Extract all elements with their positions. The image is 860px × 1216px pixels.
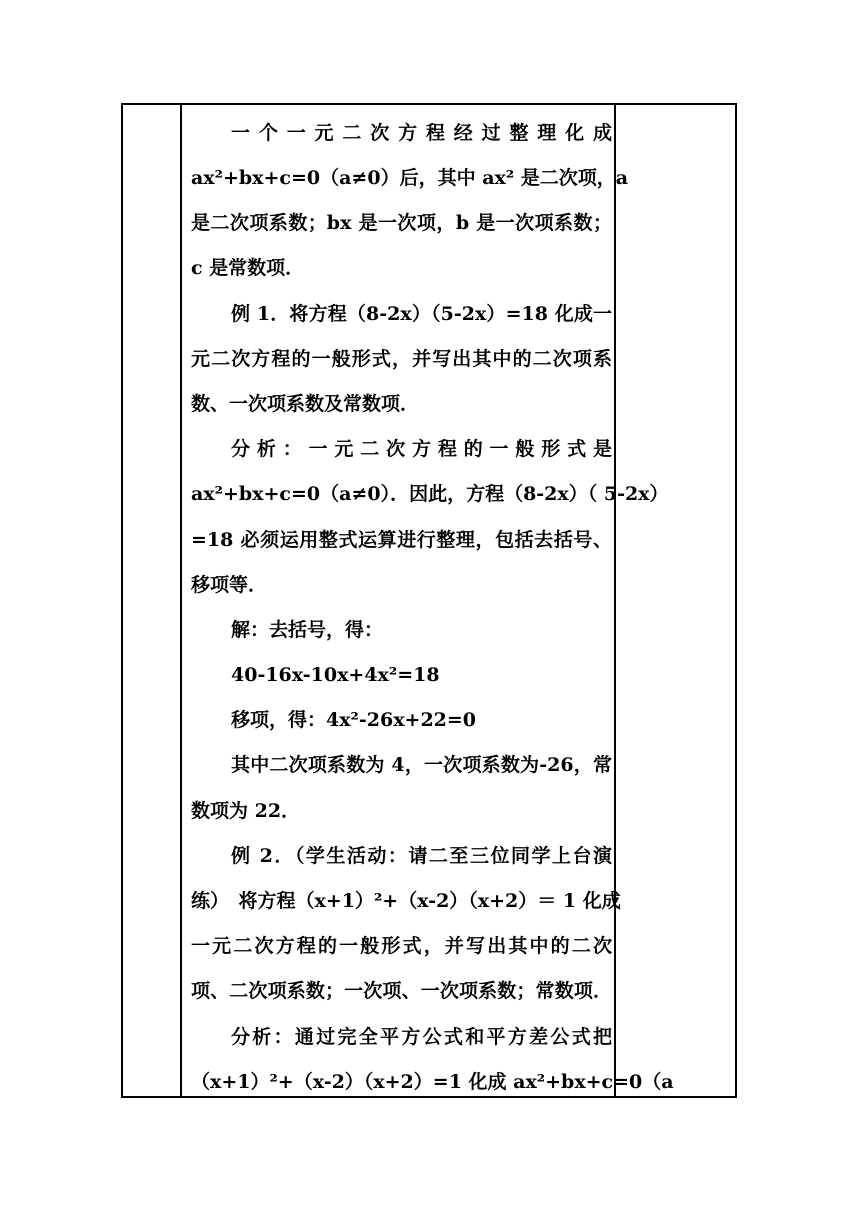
text-line: =18 必须运用整式运算进行整理，包括去括号、 [191, 529, 612, 551]
text-line: （x+1）²+（x-2）（x+2）=1 化成 ax²+bx+c=0（a [191, 1071, 674, 1093]
text-line: 一个一元二次方程经过整理化成 [231, 122, 612, 144]
text-line: 其中二次项系数为 4，一次项系数为-26，常 [231, 754, 612, 776]
text-line: 是二次项系数；bx 是一次项，b 是一次项系数； [191, 212, 612, 234]
lesson-table [121, 103, 737, 1098]
text-line: 分析：一元二次方程的一般形式是 [231, 438, 612, 460]
text-line: 例 1．将方程（8-2x）（5-2x）=18 化成一 [231, 303, 612, 325]
text-line: 元二次方程的一般形式，并写出其中的二次项系 [191, 348, 612, 370]
text-line: 数项为 22． [191, 800, 301, 822]
text-line: 移项等． [191, 574, 268, 596]
text-line: 一元二次方程的一般形式，并写出其中的二次 [191, 935, 612, 957]
text-line: ax²+bx+c=0（a≠0）．因此，方程（8-2x）（ 5-2x） [191, 483, 669, 505]
text-line: 分析：通过完全平方公式和平方差公式把 [231, 1026, 612, 1048]
left-column-cell [123, 105, 182, 1096]
right-column-cell [614, 105, 735, 1096]
text-line: 数、一次项系数及常数项． [191, 393, 420, 415]
lesson-content-cell [191, 113, 674, 1093]
equation-line: 移项，得：4x²-26x+22=0 [231, 709, 477, 731]
text-line: ax²+bx+c=0（a≠0）后，其中 ax² 是二次项，a [191, 167, 629, 189]
text-line: 例 2．（学生活动：请二至三位同学上台演 [231, 845, 612, 867]
equation-line: 40-16x-10x+4x²=18 [231, 664, 440, 686]
text-line: 项、二次项系数；一次项、一次项系数；常数项． [191, 980, 612, 1002]
text-line: 练） 将方程（x+1）²+（x-2）（x+2）＝ 1 化成 [191, 890, 621, 912]
text-line: c 是常数项． [191, 257, 305, 279]
text-line: 解：去括号，得： [231, 619, 384, 641]
